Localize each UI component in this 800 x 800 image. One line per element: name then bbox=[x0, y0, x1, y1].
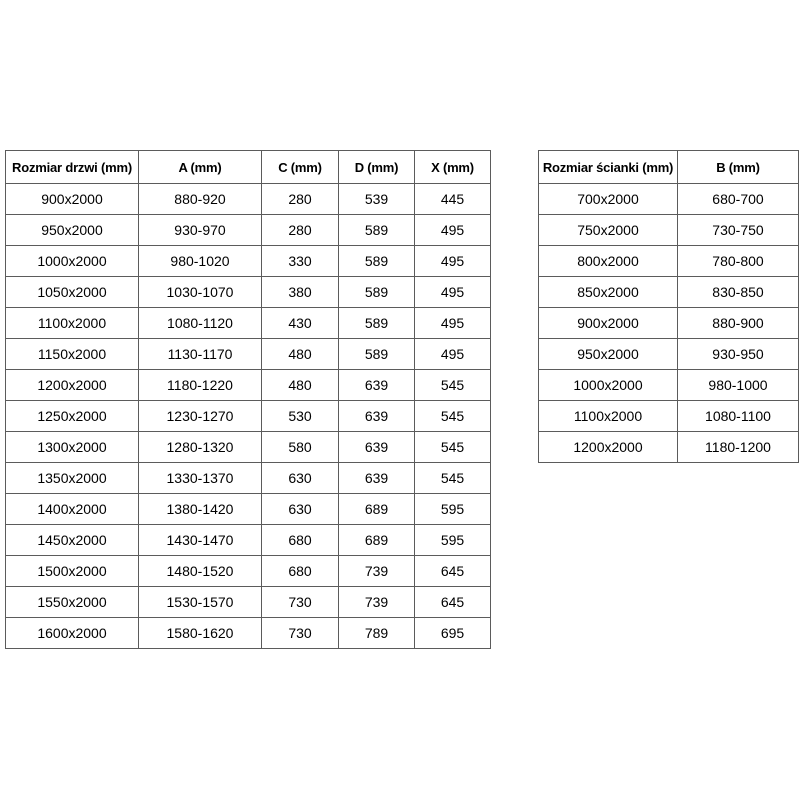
table-row bbox=[539, 308, 799, 339]
table-row bbox=[6, 587, 491, 618]
table-cell: 645 bbox=[415, 556, 491, 587]
table-cell: 1100x2000 bbox=[539, 401, 678, 432]
table-cell: 280 bbox=[262, 215, 339, 246]
table-cell: 980-1000 bbox=[678, 370, 799, 401]
table-cell: 830-850 bbox=[678, 277, 799, 308]
table-cell: 380 bbox=[262, 277, 339, 308]
table-cell: 680 bbox=[262, 556, 339, 587]
table-cell: 680-700 bbox=[678, 184, 799, 215]
table-cell: 1400x2000 bbox=[6, 494, 139, 525]
table-cell: 880-900 bbox=[678, 308, 799, 339]
table-row bbox=[6, 308, 491, 339]
table-row bbox=[6, 339, 491, 370]
table-cell: 695 bbox=[415, 618, 491, 649]
table-cell: 539 bbox=[339, 184, 415, 215]
table-cell: 1050x2000 bbox=[6, 277, 139, 308]
table-cell: 495 bbox=[415, 246, 491, 277]
table-row bbox=[6, 370, 491, 401]
table-cell: 1300x2000 bbox=[6, 432, 139, 463]
table-cell: 589 bbox=[339, 308, 415, 339]
table-cell: 545 bbox=[415, 463, 491, 494]
table-row bbox=[539, 401, 799, 432]
table-cell: 645 bbox=[415, 587, 491, 618]
table-cell: 1450x2000 bbox=[6, 525, 139, 556]
table-cell: 589 bbox=[339, 339, 415, 370]
table-row bbox=[6, 432, 491, 463]
column-header: D (mm) bbox=[339, 151, 415, 184]
table-cell: 630 bbox=[262, 463, 339, 494]
table-cell: 689 bbox=[339, 494, 415, 525]
table-cell: 639 bbox=[339, 463, 415, 494]
table-row bbox=[539, 184, 799, 215]
table-row bbox=[539, 215, 799, 246]
table-cell: 495 bbox=[415, 215, 491, 246]
table-cell: 530 bbox=[262, 401, 339, 432]
table-row bbox=[6, 556, 491, 587]
table-cell: 595 bbox=[415, 525, 491, 556]
table-cell: 1280-1320 bbox=[139, 432, 262, 463]
wall-table-header-row bbox=[539, 151, 799, 184]
table-cell: 495 bbox=[415, 308, 491, 339]
table-cell: 1430-1470 bbox=[139, 525, 262, 556]
table-cell: 750x2000 bbox=[539, 215, 678, 246]
table-cell: 1530-1570 bbox=[139, 587, 262, 618]
table-cell: 545 bbox=[415, 401, 491, 432]
table-cell: 1480-1520 bbox=[139, 556, 262, 587]
table-row bbox=[6, 184, 491, 215]
table-cell: 950x2000 bbox=[6, 215, 139, 246]
table-cell: 880-920 bbox=[139, 184, 262, 215]
wall-panel-size-table bbox=[538, 150, 799, 463]
table-row bbox=[6, 494, 491, 525]
table-cell: 545 bbox=[415, 432, 491, 463]
door-table-body bbox=[6, 184, 491, 649]
table-cell: 430 bbox=[262, 308, 339, 339]
table-cell: 1100x2000 bbox=[6, 308, 139, 339]
table-cell: 700x2000 bbox=[539, 184, 678, 215]
table-row bbox=[539, 370, 799, 401]
table-cell: 639 bbox=[339, 432, 415, 463]
table-cell: 545 bbox=[415, 370, 491, 401]
table-cell: 1580-1620 bbox=[139, 618, 262, 649]
table-cell: 589 bbox=[339, 215, 415, 246]
table-row bbox=[539, 246, 799, 277]
table-cell: 1600x2000 bbox=[6, 618, 139, 649]
door-table-header-row bbox=[6, 151, 491, 184]
table-cell: 480 bbox=[262, 339, 339, 370]
table-cell: 930-970 bbox=[139, 215, 262, 246]
table-cell: 639 bbox=[339, 370, 415, 401]
column-header: A (mm) bbox=[139, 151, 262, 184]
table-cell: 980-1020 bbox=[139, 246, 262, 277]
table-cell: 445 bbox=[415, 184, 491, 215]
table-cell: 1200x2000 bbox=[6, 370, 139, 401]
table-cell: 630 bbox=[262, 494, 339, 525]
table-row bbox=[6, 618, 491, 649]
table-cell: 1550x2000 bbox=[6, 587, 139, 618]
table-cell: 730 bbox=[262, 587, 339, 618]
table-cell: 589 bbox=[339, 277, 415, 308]
table-row bbox=[539, 339, 799, 370]
table-cell: 595 bbox=[415, 494, 491, 525]
table-cell: 495 bbox=[415, 339, 491, 370]
table-cell: 950x2000 bbox=[539, 339, 678, 370]
table-cell: 680 bbox=[262, 525, 339, 556]
table-row bbox=[6, 246, 491, 277]
table-cell: 1000x2000 bbox=[539, 370, 678, 401]
table-cell: 1180-1220 bbox=[139, 370, 262, 401]
table-row bbox=[6, 525, 491, 556]
table-cell: 730-750 bbox=[678, 215, 799, 246]
table-cell: 1200x2000 bbox=[539, 432, 678, 463]
table-cell: 930-950 bbox=[678, 339, 799, 370]
table-cell: 1330-1370 bbox=[139, 463, 262, 494]
table-cell: 900x2000 bbox=[539, 308, 678, 339]
table-cell: 1000x2000 bbox=[6, 246, 139, 277]
door-size-table bbox=[5, 150, 491, 649]
column-header: B (mm) bbox=[678, 151, 799, 184]
table-cell: 589 bbox=[339, 246, 415, 277]
table-cell: 1130-1170 bbox=[139, 339, 262, 370]
table-cell: 1150x2000 bbox=[6, 339, 139, 370]
table-cell: 800x2000 bbox=[539, 246, 678, 277]
table-cell: 739 bbox=[339, 587, 415, 618]
column-header: X (mm) bbox=[415, 151, 491, 184]
table-cell: 639 bbox=[339, 401, 415, 432]
table-row bbox=[539, 277, 799, 308]
table-row bbox=[6, 463, 491, 494]
table-row bbox=[6, 277, 491, 308]
table-cell: 1080-1120 bbox=[139, 308, 262, 339]
column-header: Rozmiar drzwi (mm) bbox=[6, 151, 139, 184]
table-cell: 1250x2000 bbox=[6, 401, 139, 432]
table-cell: 730 bbox=[262, 618, 339, 649]
table-row bbox=[539, 432, 799, 463]
table-cell: 495 bbox=[415, 277, 491, 308]
table-cell: 689 bbox=[339, 525, 415, 556]
table-cell: 280 bbox=[262, 184, 339, 215]
table-cell: 1180-1200 bbox=[678, 432, 799, 463]
table-cell: 330 bbox=[262, 246, 339, 277]
table-cell: 1080-1100 bbox=[678, 401, 799, 432]
wall-table-body bbox=[539, 184, 799, 463]
table-cell: 739 bbox=[339, 556, 415, 587]
table-cell: 480 bbox=[262, 370, 339, 401]
table-cell: 1350x2000 bbox=[6, 463, 139, 494]
table-cell: 850x2000 bbox=[539, 277, 678, 308]
table-row bbox=[6, 215, 491, 246]
table-cell: 1380-1420 bbox=[139, 494, 262, 525]
table-row bbox=[6, 401, 491, 432]
column-header: Rozmiar ścianki (mm) bbox=[539, 151, 678, 184]
table-cell: 1500x2000 bbox=[6, 556, 139, 587]
table-cell: 1030-1070 bbox=[139, 277, 262, 308]
table-cell: 580 bbox=[262, 432, 339, 463]
table-cell: 789 bbox=[339, 618, 415, 649]
table-cell: 780-800 bbox=[678, 246, 799, 277]
table-cell: 1230-1270 bbox=[139, 401, 262, 432]
table-cell: 900x2000 bbox=[6, 184, 139, 215]
column-header: C (mm) bbox=[262, 151, 339, 184]
